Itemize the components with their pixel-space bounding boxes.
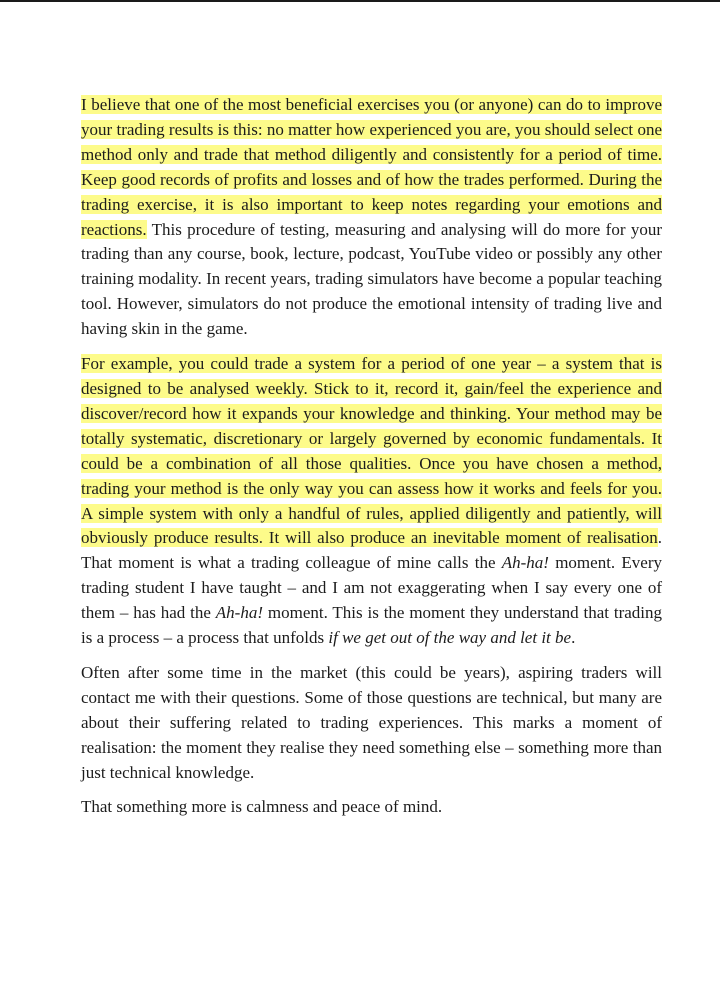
paragraph-2 — [81, 352, 662, 651]
paragraph-4: That something more is calmness and peace of mind. — [81, 797, 443, 817]
paragraph-text: . — [571, 628, 576, 648]
highlighted-text: For example, you could trade a system for a period of one year – a system that is designed to be analysed weekly. Stick to it, record it, gain/feel the experience and discover/record how it expands your knowledge and thinking. Your method may be totally systematic, discretionary or largely governed by economic fundamentals. It could be a combination of all those qualities. Once you have chosen a method, trading your method is the only way you can assess how it works and feels for you. A simple system with only a handful of rules, applied diligently and patiently, will obviously produce results. It will also produce an inevitable moment of realisation — [81, 354, 662, 548]
paragraph-text: moment. This is the moment they understand that trading is a process – a process that unfolds — [81, 603, 662, 648]
paragraph-3: Often after some time in the market (this could be years), aspiring traders will contact me with their questions. Some of those questions are technical, but many are about their suffering related to trading experiences. This marks a moment of realisation: the moment they realise they need something else – something more than just technical knowledge. — [81, 662, 662, 782]
italic-text: Ah-ha! — [501, 553, 549, 573]
highlighted-text: I believe that one of the most beneficial exercises you (or anyone) can do to improve your trading results is this: no matter how experienced you are, you should select one method only and trade that method diligently and consistently for a period of time. Keep good records of profits and losses and of how the trades performed. During the trading exercise, it is also important to keep notes regarding your emotions and reactions. — [81, 95, 662, 239]
italic-text: if we get out of the way and let it be — [328, 628, 572, 648]
paragraph-text: . That moment is what a trading colleague of mine calls the — [81, 528, 662, 573]
paragraph-text: This procedure of testing, measuring and analysing will do more for your trading than any course, book, lecture, podcast, YouTube video or possibly any other training modality. In recent years, trading simulators have become a popular teaching tool. However, simulators do not produce the emotional intensity of trading live and having skin in the game. — [81, 219, 662, 339]
paragraph-1 — [81, 93, 662, 342]
top-border-line — [0, 0, 720, 2]
document-page — [81, 93, 662, 830]
italic-text: Ah-ha! — [215, 603, 264, 623]
paragraph-text: moment. Every trading student I have taught – and I am not exaggerating when I say every one of them – has had the — [81, 553, 662, 623]
